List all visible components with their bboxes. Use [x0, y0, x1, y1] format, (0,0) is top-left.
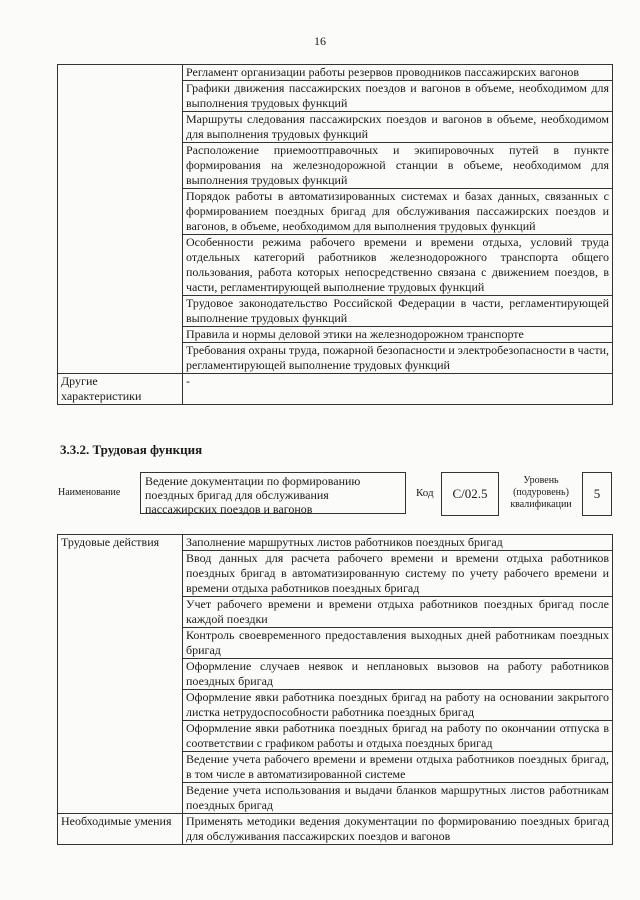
other-characteristics-value: - — [183, 374, 613, 405]
function-table — [57, 534, 613, 845]
skills-label: Необходимые умения — [58, 814, 183, 845]
table-row: Правила и нормы деловой этики на железнодорожном транспорте — [183, 327, 613, 343]
actions-label: Трудовые действия — [58, 535, 183, 814]
table-row: Расположение приемоотправочных и экипировочных путей в пункте формирования на железнодорожной станции в объеме, необходимом для выполнения трудовых функций — [183, 143, 613, 189]
table-row: Порядок работы в автоматизированных системах и базах данных, связанных с формированием поездных бригад для обслуживания пассажирских поездов и вагонов, в объеме, необходимом для выполнения трудовых функций — [183, 189, 613, 235]
table-row: Регламент организации работы резервов проводников пассажирских вагонов — [183, 65, 613, 81]
level-value: 5 — [582, 472, 612, 516]
name-label: Наименование — [58, 487, 121, 498]
table-row: Трудовое законодательство Российской Федерации в части, регламентирующей выполнение трудовых функций — [183, 296, 613, 327]
table-row: Применять методики ведения документации по формированию поездных бригад для обслуживания пассажирских поездов и вагонов — [183, 814, 613, 845]
table-row: Ведение учета использования и выдачи бланков маршрутных листов работникам поездных бригад — [183, 783, 613, 814]
knowledge-label-cell — [58, 65, 183, 374]
level-label: Уровень (подуровень) квалификации — [510, 475, 572, 510]
other-characteristics-label: Другие характеристики — [58, 374, 183, 405]
table-row: Ввод данных для расчета рабочего времени и времени отдыха работников поездных бригад в автоматизированную систему по учету рабочего времени и времени отдыха работников поездных бригад — [183, 551, 613, 597]
table-row: Ведение учета рабочего времени и времени отдыха работников поездных бригад, в том числе в автоматизированной системе — [183, 752, 613, 783]
table-row: Учет рабочего времени и времени отдыха работников поездных бригад после каждой поездки — [183, 597, 613, 628]
table-row: Заполнение маршрутных листов работников поездных бригад — [183, 535, 613, 551]
knowledge-table — [57, 64, 613, 405]
table-row: Графики движения пассажирских поездов и вагонов в объеме, необходимом для выполнения трудовых функций — [183, 81, 613, 112]
table-row: Особенности режима рабочего времени и времени отдыха, условий труда отдельных категорий работников железнодорожного транспорта общего пользования, работа которых непосредственно связана с движением поездов, в части, регламентирующей выполнение трудовых функций — [183, 235, 613, 296]
table-row: Оформление случаев неявок и неплановых вызовов на работу работников поездных бригад — [183, 659, 613, 690]
section-title: 3.3.2. Трудовая функция — [60, 442, 203, 457]
table-row: Требования охраны труда, пожарной безопасности и электробезопасности в части, регламентирующей выполнение трудовых функций — [183, 343, 613, 374]
function-name-box: Ведение документации по формированию поездных бригад для обслуживания пассажирских поездов и вагонов — [140, 472, 406, 514]
code-label: Код — [416, 487, 434, 499]
page-number: 16 — [314, 34, 326, 48]
table-row: Оформление явки работника поездных бригад на работу на основании закрытого листка нетрудоспособности работника поездных бригад — [183, 690, 613, 721]
table-row: Оформление явки работника поездных бригад на работу по окончании отпуска в соответствии с графиком работы и отдыха поездных бригад — [183, 721, 613, 752]
table-row: Контроль своевременного предоставления выходных дней работникам поездных бригад — [183, 628, 613, 659]
code-value: С/02.5 — [441, 472, 499, 516]
table-row: Маршруты следования пассажирских поездов и вагонов в объеме, необходимом для выполнения трудовых функций — [183, 112, 613, 143]
